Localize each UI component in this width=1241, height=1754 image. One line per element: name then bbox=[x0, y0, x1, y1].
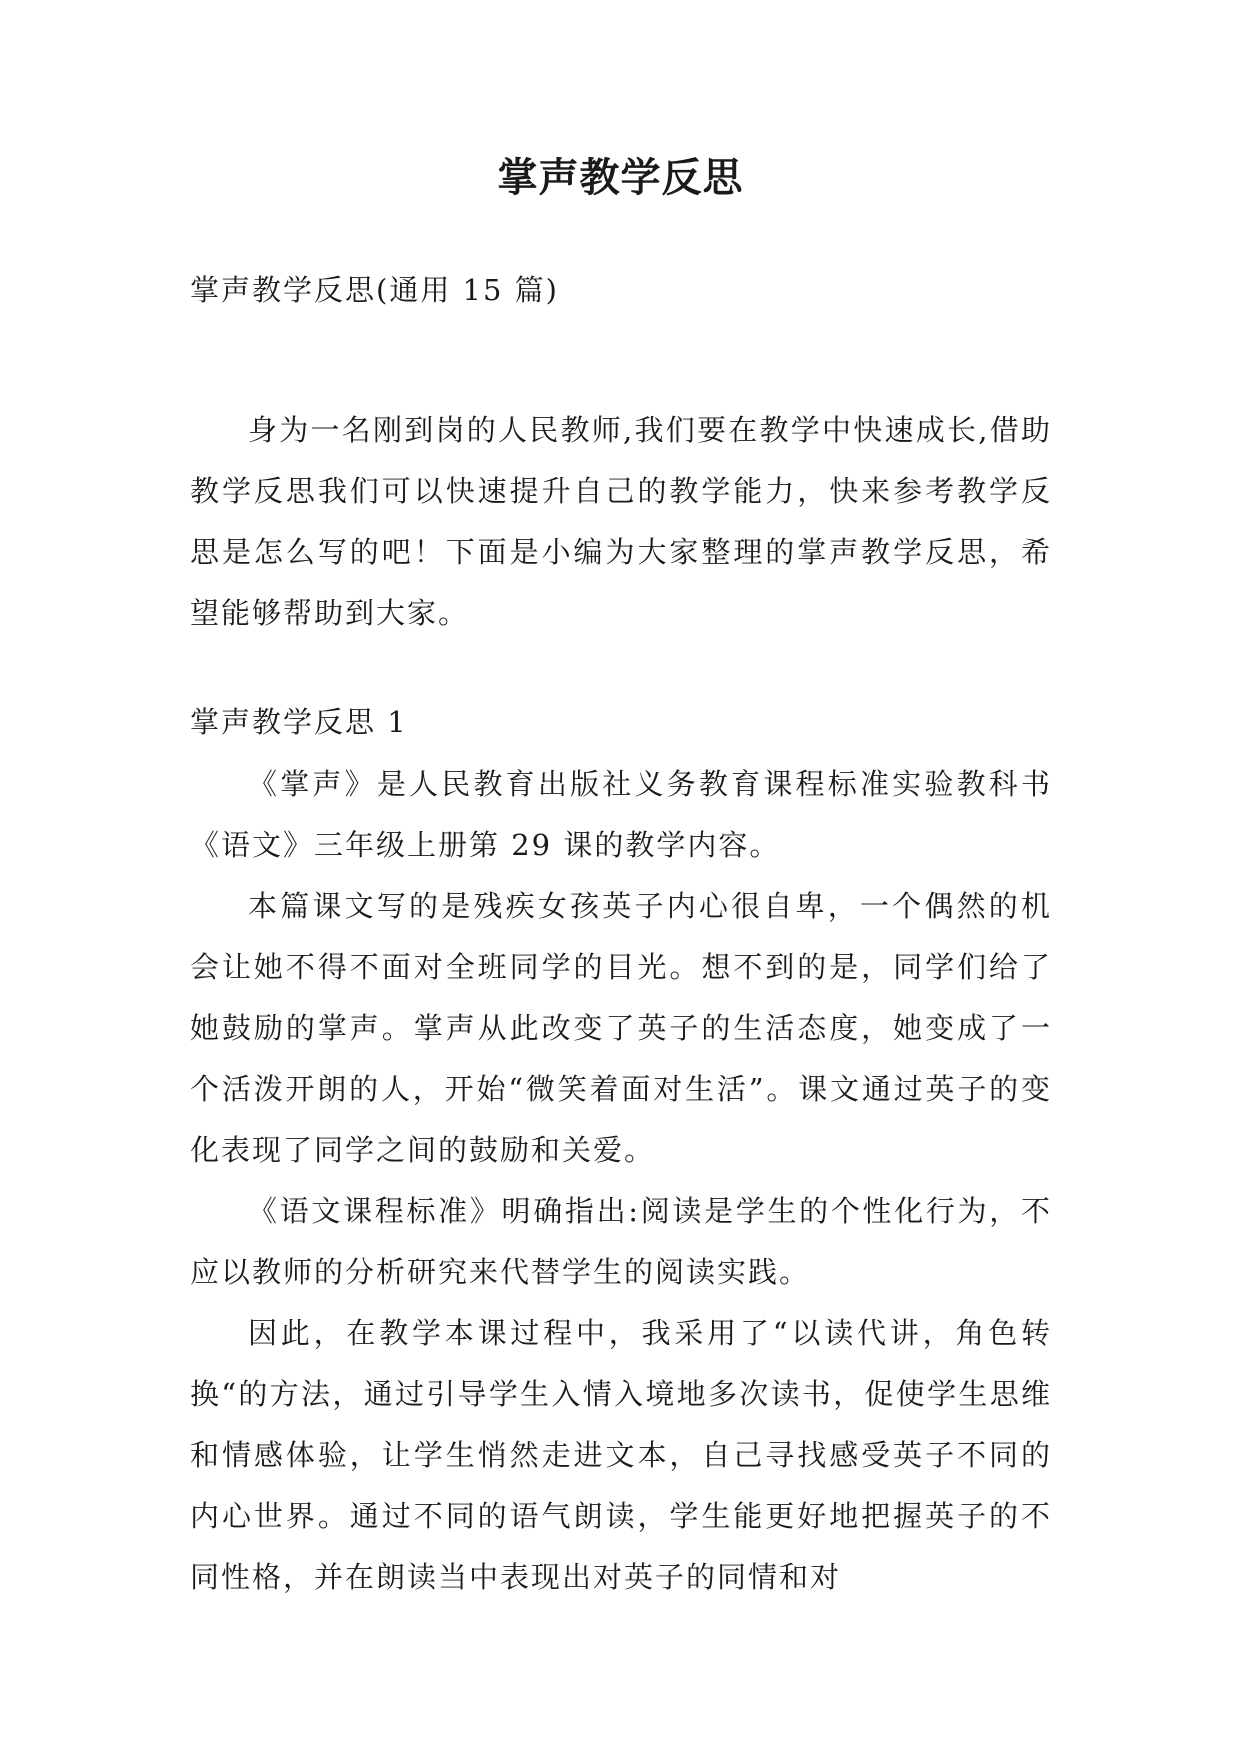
body-paragraph-2: 本篇课文写的是残疾女孩英子内心很自卑，一个偶然的机会让她不得不面对全班同学的目光。想不到的是，同学们给了她鼓励的掌声。掌声从此改变了英子的生活态度，她变成了一个活泼开朗的人，开始“微笑着面对生活”。课文通过英子的变化表现了同学之间的鼓励和关爱。 bbox=[190, 889, 1052, 1167]
body-paragraph-3: 《语文课程标准》明确指出:阅读是学生的个性化行为，不应以教师的分析研究来代替学生的阅读实践。 bbox=[190, 1194, 1052, 1289]
document-subtitle: 掌声教学反思(通用 15 篇) bbox=[190, 273, 559, 307]
section-body bbox=[190, 754, 1052, 1608]
intro-paragraph: 身为一名刚到岗的人民教师,我们要在教学中快速成长,借助教学反思我们可以快速提升自己的教学能力，快来参考教学反思是怎么写的吧！下面是小编为大家整理的掌声教学反思，希望能够帮助到大家。 bbox=[190, 413, 1052, 630]
body-paragraph-1: 《掌声》是人民教育出版社义务教育课程标准实验教科书《语文》三年级上册第 29 课的教学内容。 bbox=[190, 767, 1052, 862]
body-paragraph-4: 因此，在教学本课过程中，我采用了“以读代讲，角色转换“的方法，通过引导学生入情入境地多次读书，促使学生思维和情感体验，让学生悄然走进文本，自己寻找感受英子不同的内心世界。通过不同的语气朗读，学生能更好地把握英子的不同性格，并在朗读当中表现出对英子的同情和对 bbox=[190, 1316, 1052, 1594]
document-title: 掌声教学反思 bbox=[497, 155, 744, 201]
section-title: 掌声教学反思 1 bbox=[190, 705, 408, 739]
